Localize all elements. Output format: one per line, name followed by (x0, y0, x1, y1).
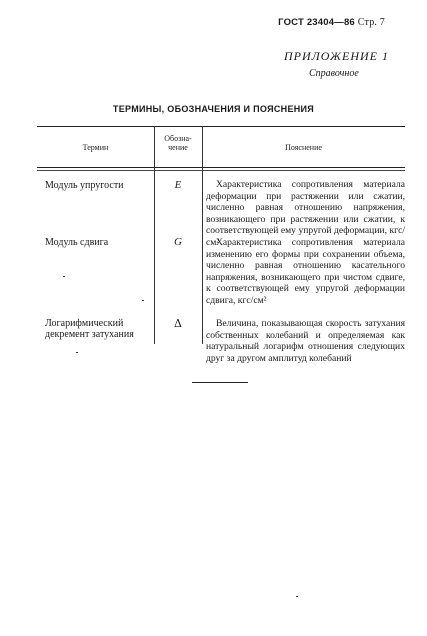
term-cell: Модуль сдвига (45, 237, 109, 248)
standard-number: ГОСТ 23404—86 (278, 17, 355, 28)
page-number: Стр. 7 (357, 17, 385, 28)
table-top-rule (37, 126, 405, 127)
appendix-title: ПРИЛОЖЕНИЕ 1 (284, 49, 389, 63)
term-cell: Модуль упругости (45, 180, 124, 191)
scan-speck (142, 300, 144, 301)
table-column-divider (202, 126, 203, 344)
table-header-rule-double (37, 170, 405, 171)
column-header-term: Термин (82, 143, 109, 152)
column-header-symbol-line1: Обозна- (164, 134, 192, 143)
symbol-cell: G (174, 236, 182, 248)
section-title: ТЕРМИНЫ, ОБОЗНАЧЕНИЯ И ПОЯСНЕНИЯ (112, 104, 315, 114)
column-header-symbol (154, 134, 202, 152)
scan-speck (76, 352, 78, 353)
table-column-divider (154, 126, 155, 344)
appendix-note: Справочное (309, 68, 359, 79)
column-header-explanation: Пояснение (285, 143, 322, 152)
scan-speck (63, 276, 65, 277)
page-header (278, 17, 385, 28)
symbol-cell: E (174, 179, 182, 191)
term-cell: Логарифмический декремент затухания (45, 318, 134, 340)
table-header-rule (37, 167, 405, 168)
column-header-symbol-line2: чение (168, 143, 188, 152)
explanation-cell: Величина, показывающая скорость затухания собственных колебаний и определяемая как натуральный логарифм отношения следующих друг за другом амплитуд колебаний (206, 318, 405, 364)
explanation-cell: Характеристика сопротивления материала изменению его формы при сохранении объема, численно равная отношению касательного напряжения, возникающего при чистом сдвиге, к соответствующей ему упругой деформации сдвига, кгс/см² (206, 237, 405, 306)
scan-speck (296, 596, 298, 597)
symbol-cell: Δ (174, 317, 182, 330)
explanation-cell: Характеристика сопротивления материала деформации при растяжении или сжатии, численно равная отношению напряжения, возникающего при растяжении или сжатии, к соответствующей ему упругой деформации, кгс/см² (206, 179, 405, 248)
end-rule (192, 382, 248, 383)
